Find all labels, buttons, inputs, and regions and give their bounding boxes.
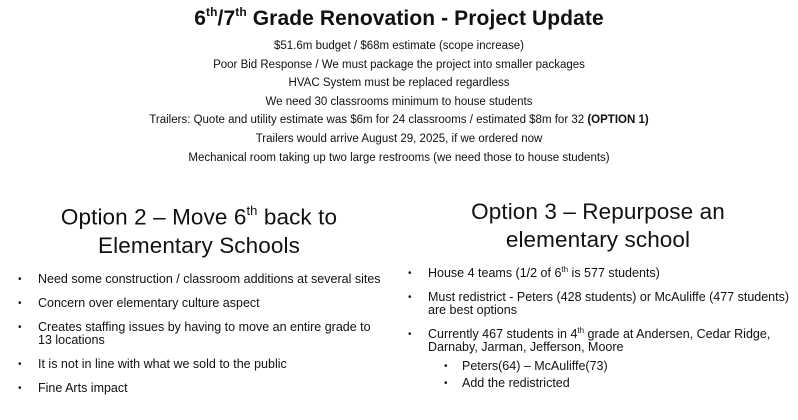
- sub-bullet-text: Add the redistricted: [462, 376, 570, 390]
- sub-bullet-text: Peters(64) – McAuliffe(73): [462, 359, 608, 373]
- option3-heading: [404, 198, 792, 254]
- intro-line: Mechanical room taking up two large restrooms (we need those to house students): [188, 151, 610, 164]
- intro-line: We need 30 classrooms minimum to house students: [265, 95, 533, 108]
- title-superscript: th: [235, 5, 247, 19]
- option2-heading: [14, 198, 384, 260]
- list-item: [14, 321, 384, 347]
- option3-sub-list: [428, 360, 792, 390]
- option3-bullet-list: [404, 264, 792, 390]
- title-part: /7: [217, 7, 236, 30]
- bullet-text: Must redistrict - Peters (428 students) or McAuliffe (477 students) are best options: [428, 290, 790, 317]
- intro-line-text: Trailers: Quote and utility estimate was $6m for 24 classrooms / estimated $8m for 32: [149, 114, 585, 127]
- bullet-text: It is not in line with what we sold to the public: [38, 356, 287, 371]
- list-item: [428, 360, 792, 373]
- bullet-icon: •: [18, 297, 22, 309]
- option2-heading-part: back to: [257, 204, 338, 230]
- intro-line: Trailers would arrive August 29, 2025, if we ordered now: [255, 132, 543, 145]
- title-part: 6: [194, 7, 207, 30]
- title-part: Grade Renovation - Project Update: [246, 7, 604, 30]
- bullet-icon: •: [408, 268, 412, 279]
- list-item: [404, 325, 792, 390]
- bullet-text: Currently 467 students in 4: [428, 327, 578, 341]
- bullet-text: Need some construction / classroom additions at several sites: [38, 271, 381, 286]
- option2-heading-superscript: th: [246, 203, 258, 218]
- bullet-icon: •: [18, 358, 22, 370]
- intro-list: [0, 37, 798, 167]
- option1-label: (OPTION 1): [587, 114, 649, 127]
- bullet-icon: •: [18, 273, 22, 285]
- title-superscript: th: [206, 5, 218, 19]
- option3-heading-line1: Option 3 – Repurpose an: [471, 199, 725, 224]
- bullet-text: is 577 students): [568, 266, 660, 280]
- option2-bullet-list: [14, 273, 384, 395]
- option3-column: [404, 198, 792, 401]
- bullet-icon: •: [18, 382, 22, 394]
- intro-line: Poor Bid Response / We must package the project into smaller packages: [213, 58, 585, 71]
- bullet-icon: •: [444, 361, 448, 372]
- list-item: [428, 377, 792, 390]
- bullet-superscript: th: [561, 264, 569, 274]
- bullet-icon: •: [408, 292, 412, 303]
- option2-column: [14, 198, 384, 406]
- list-item: [14, 382, 384, 395]
- bullet-icon: •: [444, 378, 448, 389]
- intro-line: $51.6m budget / $68m estimate (scope increase): [274, 40, 524, 52]
- bullet-text: House 4 teams (1/2 of 6: [428, 266, 562, 280]
- bullet-icon: •: [18, 321, 22, 333]
- bullet-text: grade at Andersen, Cedar Ridge, Darnaby, Jarman, Jefferson, Moore: [428, 327, 771, 354]
- bullet-icon: •: [408, 329, 412, 340]
- bullet-text: Concern over elementary culture aspect: [38, 295, 260, 310]
- list-item: [404, 291, 792, 317]
- intro-line: HVAC System must be replaced regardless: [288, 77, 510, 90]
- intro-line: [0, 111, 798, 130]
- bullet-text: Creates staffing issues by having to move an entire grade to 13 locations: [38, 319, 371, 347]
- option2-heading-line2: Elementary Schools: [98, 232, 300, 258]
- option3-heading-line2: elementary school: [505, 227, 691, 252]
- list-item: [404, 264, 792, 280]
- option2-heading-part: Option 2 – Move 6: [60, 204, 247, 230]
- bullet-superscript: th: [577, 325, 585, 335]
- list-item: [14, 358, 384, 371]
- page-title: [0, 6, 798, 31]
- list-item: [14, 273, 384, 286]
- bullet-text: Fine Arts impact: [38, 380, 128, 395]
- list-item: [14, 297, 384, 310]
